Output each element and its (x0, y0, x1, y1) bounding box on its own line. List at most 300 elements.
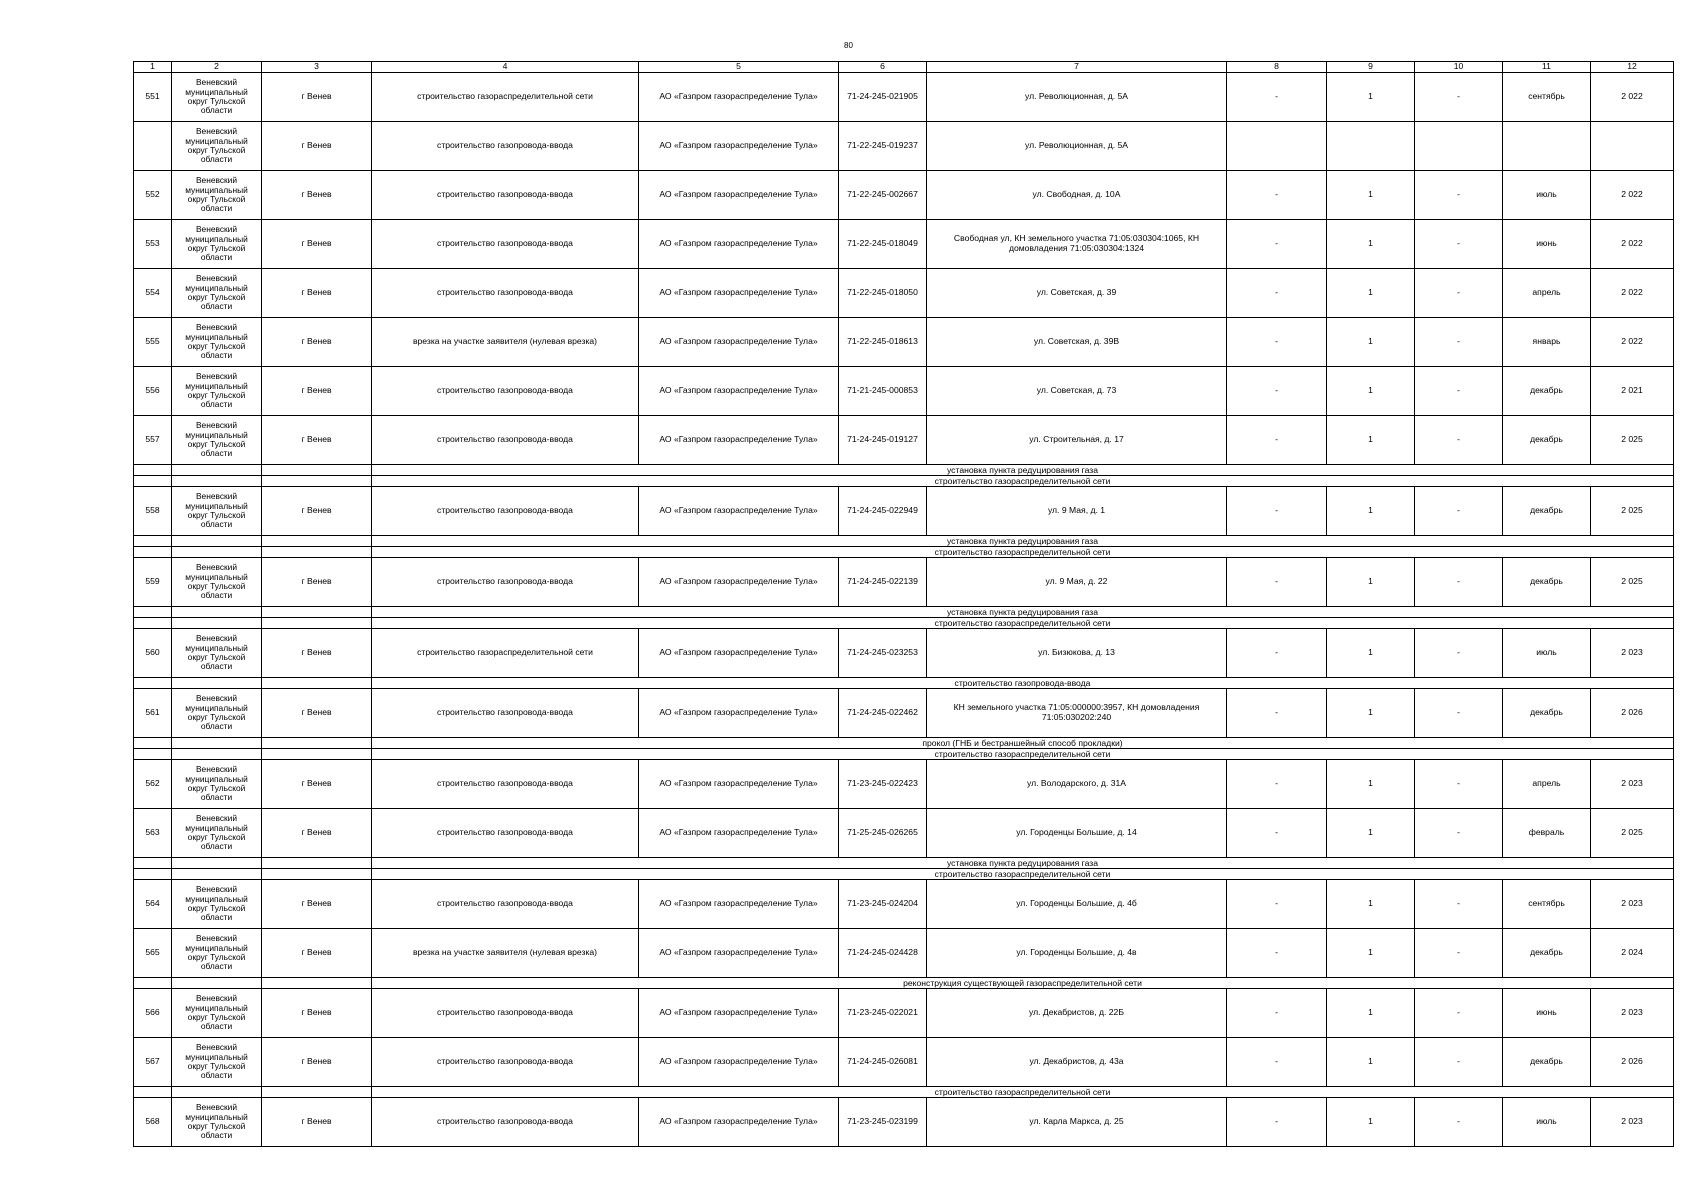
year-cell: 2 022 (1591, 220, 1674, 269)
empty-cell (262, 476, 372, 487)
municipality-cell: Веневский муниципальный округ Тульской области (172, 1098, 262, 1147)
settlement-cell: г Венев (262, 220, 372, 269)
address-cell: ул. Городенцы Большие, д. 4б (927, 880, 1227, 929)
activity-subrow (134, 678, 1674, 689)
settlement-cell: г Венев (262, 171, 372, 220)
page-number: 80 (844, 41, 853, 50)
address-cell: ул. Карла Маркса, д. 25 (927, 1098, 1227, 1147)
column-8-cell: - (1227, 318, 1327, 367)
empty-cell (172, 738, 262, 749)
year-cell: 2 023 (1591, 880, 1674, 929)
municipality-cell: Веневский муниципальный округ Тульской области (172, 629, 262, 678)
settlement-cell: г Венев (262, 73, 372, 122)
organization-cell: АО «Газпром газораспределение Тула» (639, 171, 839, 220)
activity-label: строительство газораспределительной сети (372, 476, 1674, 487)
municipality-cell: Веневский муниципальный округ Тульской области (172, 269, 262, 318)
row-number-cell: 560 (134, 629, 172, 678)
month-cell: декабрь (1503, 367, 1591, 416)
application-code-cell: 71-22-245-018050 (839, 269, 927, 318)
table-row (134, 487, 1674, 536)
organization-cell: АО «Газпром газораспределение Тула» (639, 367, 839, 416)
row-number-cell: 562 (134, 760, 172, 809)
empty-cell (134, 476, 172, 487)
address-cell: ул. Декабристов, д. 43а (927, 1038, 1227, 1087)
activity-label: строительство газопровода-ввода (372, 678, 1674, 689)
settlement-cell: г Венев (262, 880, 372, 929)
column-9-cell: 1 (1327, 629, 1415, 678)
settlement-cell: г Венев (262, 989, 372, 1038)
settlement-cell: г Венев (262, 689, 372, 738)
activity-subrow (134, 1087, 1674, 1098)
empty-cell (172, 1087, 262, 1098)
work-type-cell: строительство газопровода-ввода (372, 760, 639, 809)
empty-cell (172, 869, 262, 880)
application-code-cell: 71-24-245-022949 (839, 487, 927, 536)
work-type-cell: строительство газопровода-ввода (372, 122, 639, 171)
application-code-cell: 71-24-245-021905 (839, 73, 927, 122)
year-cell: 2 025 (1591, 416, 1674, 465)
settlement-cell: г Венев (262, 367, 372, 416)
column-9-cell: 1 (1327, 416, 1415, 465)
month-cell: январь (1503, 318, 1591, 367)
column-header: 2 (172, 62, 262, 73)
activity-label: строительство газораспределительной сети (372, 869, 1674, 880)
application-code-cell: 71-24-245-022462 (839, 689, 927, 738)
column-8-cell: - (1227, 880, 1327, 929)
activity-label: прокол (ГНБ и бестраншейный способ прокладки) (372, 738, 1674, 749)
column-10-cell: - (1415, 629, 1503, 678)
work-type-cell: врезка на участке заявителя (нулевая врезка) (372, 929, 639, 978)
column-10-cell: - (1415, 73, 1503, 122)
organization-cell: АО «Газпром газораспределение Тула» (639, 558, 839, 607)
year-cell: 2 022 (1591, 318, 1674, 367)
month-cell: сентябрь (1503, 73, 1591, 122)
column-header: 8 (1227, 62, 1327, 73)
settlement-cell: г Венев (262, 416, 372, 465)
application-code-cell: 71-24-245-022139 (839, 558, 927, 607)
organization-cell: АО «Газпром газораспределение Тула» (639, 989, 839, 1038)
column-9-cell: 1 (1327, 880, 1415, 929)
column-9-cell: 1 (1327, 318, 1415, 367)
application-code-cell: 71-24-245-019127 (839, 416, 927, 465)
column-10-cell: - (1415, 171, 1503, 220)
column-header: 7 (927, 62, 1227, 73)
row-number-cell: 564 (134, 880, 172, 929)
municipality-cell: Веневский муниципальный округ Тульской области (172, 220, 262, 269)
empty-cell (172, 607, 262, 618)
settlement-cell: г Венев (262, 1098, 372, 1147)
month-cell: апрель (1503, 269, 1591, 318)
month-cell: декабрь (1503, 416, 1591, 465)
month-cell: декабрь (1503, 929, 1591, 978)
empty-cell (134, 465, 172, 476)
work-type-cell: строительство газораспределительной сети (372, 73, 639, 122)
organization-cell: АО «Газпром газораспределение Тула» (639, 760, 839, 809)
activity-subrow (134, 607, 1674, 618)
application-code-cell: 71-23-245-024204 (839, 880, 927, 929)
address-cell: ул. Революционная, д. 5А (927, 73, 1227, 122)
column-10-cell: - (1415, 416, 1503, 465)
column-8-cell: - (1227, 1098, 1327, 1147)
column-8-cell: - (1227, 809, 1327, 858)
settlement-cell: г Венев (262, 487, 372, 536)
work-type-cell: строительство газопровода-ввода (372, 220, 639, 269)
municipality-cell: Веневский муниципальный округ Тульской области (172, 880, 262, 929)
month-cell: июнь (1503, 989, 1591, 1038)
work-type-cell: строительство газопровода-ввода (372, 1038, 639, 1087)
work-type-cell: строительство газопровода-ввода (372, 558, 639, 607)
month-cell: декабрь (1503, 558, 1591, 607)
municipality-cell: Веневский муниципальный округ Тульской области (172, 558, 262, 607)
year-cell: 2 026 (1591, 1038, 1674, 1087)
column-8-cell: - (1227, 989, 1327, 1038)
table-row (134, 171, 1674, 220)
column-number-header (134, 62, 1674, 73)
application-code-cell: 71-24-245-023253 (839, 629, 927, 678)
empty-cell (134, 678, 172, 689)
empty-cell (262, 465, 372, 476)
organization-cell: АО «Газпром газораспределение Тула» (639, 220, 839, 269)
empty-cell (262, 678, 372, 689)
address-cell: ул. 9 Мая, д. 22 (927, 558, 1227, 607)
municipality-cell: Веневский муниципальный округ Тульской области (172, 1038, 262, 1087)
year-cell: 2 022 (1591, 269, 1674, 318)
table-row (134, 318, 1674, 367)
organization-cell: АО «Газпром газораспределение Тула» (639, 809, 839, 858)
application-code-cell: 71-22-245-018613 (839, 318, 927, 367)
municipality-cell: Веневский муниципальный округ Тульской области (172, 487, 262, 536)
activity-label: строительство газораспределительной сети (372, 749, 1674, 760)
activity-subrow (134, 536, 1674, 547)
column-header: 1 (134, 62, 172, 73)
table-row (134, 689, 1674, 738)
application-code-cell: 71-24-245-026081 (839, 1038, 927, 1087)
municipality-cell: Веневский муниципальный округ Тульской области (172, 809, 262, 858)
activity-subrow (134, 869, 1674, 880)
municipality-cell: Веневский муниципальный округ Тульской области (172, 171, 262, 220)
activity-label: установка пункта редуцирования газа (372, 607, 1674, 618)
column-9-cell: 1 (1327, 989, 1415, 1038)
table-row (134, 880, 1674, 929)
table-row (134, 269, 1674, 318)
work-type-cell: строительство газораспределительной сети (372, 629, 639, 678)
address-cell: ул. Революционная, д. 5А (927, 122, 1227, 171)
settlement-cell: г Венев (262, 629, 372, 678)
year-cell: 2 022 (1591, 73, 1674, 122)
row-number-cell: 568 (134, 1098, 172, 1147)
table-row (134, 629, 1674, 678)
empty-cell (262, 978, 372, 989)
empty-cell (134, 607, 172, 618)
column-8-cell: - (1227, 220, 1327, 269)
month-cell: июль (1503, 171, 1591, 220)
row-number-cell: 565 (134, 929, 172, 978)
application-code-cell: 71-22-245-002667 (839, 171, 927, 220)
empty-cell (262, 536, 372, 547)
column-9-cell: 1 (1327, 269, 1415, 318)
row-number-cell: 551 (134, 73, 172, 122)
column-10-cell: - (1415, 318, 1503, 367)
column-10-cell: - (1415, 880, 1503, 929)
activity-subrow (134, 618, 1674, 629)
empty-cell (134, 618, 172, 629)
year-cell: 2 022 (1591, 171, 1674, 220)
month-cell: июль (1503, 629, 1591, 678)
table-row (134, 367, 1674, 416)
organization-cell: АО «Газпром газораспределение Тула» (639, 880, 839, 929)
address-cell: ул. Городенцы Большие, д. 14 (927, 809, 1227, 858)
column-9-cell (1327, 122, 1415, 171)
work-type-cell: строительство газопровода-ввода (372, 880, 639, 929)
work-type-cell: строительство газопровода-ввода (372, 269, 639, 318)
empty-cell (172, 465, 262, 476)
organization-cell: АО «Газпром газораспределение Тула» (639, 73, 839, 122)
municipality-cell: Веневский муниципальный округ Тульской области (172, 760, 262, 809)
empty-cell (262, 1087, 372, 1098)
year-cell: 2 025 (1591, 809, 1674, 858)
empty-cell (134, 536, 172, 547)
activity-label: установка пункта редуцирования газа (372, 536, 1674, 547)
empty-cell (262, 738, 372, 749)
column-8-cell: - (1227, 629, 1327, 678)
row-number-cell: 556 (134, 367, 172, 416)
table-row (134, 1038, 1674, 1087)
application-code-cell: 71-24-245-024428 (839, 929, 927, 978)
column-8-cell: - (1227, 760, 1327, 809)
activity-label: реконструкция существующей газораспределительной сети (372, 978, 1674, 989)
empty-cell (134, 738, 172, 749)
work-type-cell: строительство газопровода-ввода (372, 367, 639, 416)
column-8-cell: - (1227, 269, 1327, 318)
column-10-cell: - (1415, 558, 1503, 607)
table-row (134, 122, 1674, 171)
column-9-cell: 1 (1327, 929, 1415, 978)
column-9-cell: 1 (1327, 760, 1415, 809)
column-10-cell: - (1415, 1038, 1503, 1087)
year-cell: 2 025 (1591, 487, 1674, 536)
organization-cell: АО «Газпром газораспределение Тула» (639, 1038, 839, 1087)
empty-cell (262, 869, 372, 880)
table-row (134, 929, 1674, 978)
address-cell: ул. Строительная, д. 17 (927, 416, 1227, 465)
column-8-cell: - (1227, 689, 1327, 738)
row-number-cell: 553 (134, 220, 172, 269)
application-code-cell: 71-25-245-026265 (839, 809, 927, 858)
work-type-cell: строительство газопровода-ввода (372, 416, 639, 465)
work-type-cell: строительство газопровода-ввода (372, 1098, 639, 1147)
table-body (134, 62, 1674, 1147)
empty-cell (172, 678, 262, 689)
activity-subrow (134, 858, 1674, 869)
municipality-cell: Веневский муниципальный округ Тульской области (172, 367, 262, 416)
column-8-cell (1227, 122, 1327, 171)
table-row (134, 809, 1674, 858)
column-8-cell: - (1227, 1038, 1327, 1087)
work-type-cell: строительство газопровода-ввода (372, 689, 639, 738)
column-10-cell: - (1415, 989, 1503, 1038)
settlement-cell: г Венев (262, 1038, 372, 1087)
column-8-cell: - (1227, 416, 1327, 465)
address-cell: ул. Советская, д. 39 (927, 269, 1227, 318)
organization-cell: АО «Газпром газораспределение Тула» (639, 629, 839, 678)
empty-cell (172, 749, 262, 760)
year-cell: 2 024 (1591, 929, 1674, 978)
row-number-cell: 563 (134, 809, 172, 858)
activity-label: установка пункта редуцирования газа (372, 858, 1674, 869)
row-number-cell: 567 (134, 1038, 172, 1087)
application-code-cell: 71-23-245-022021 (839, 989, 927, 1038)
municipality-cell: Веневский муниципальный округ Тульской области (172, 929, 262, 978)
column-10-cell: - (1415, 760, 1503, 809)
row-number-cell: 566 (134, 989, 172, 1038)
municipality-cell: Веневский муниципальный округ Тульской области (172, 122, 262, 171)
column-8-cell: - (1227, 367, 1327, 416)
row-number-cell: 559 (134, 558, 172, 607)
month-cell: июнь (1503, 220, 1591, 269)
empty-cell (262, 547, 372, 558)
column-9-cell: 1 (1327, 220, 1415, 269)
settlement-cell: г Венев (262, 809, 372, 858)
address-cell: ул. Городенцы Большие, д. 4в (927, 929, 1227, 978)
column-10-cell: - (1415, 367, 1503, 416)
settlement-cell: г Венев (262, 558, 372, 607)
table-row (134, 220, 1674, 269)
month-cell: апрель (1503, 760, 1591, 809)
activity-subrow (134, 978, 1674, 989)
column-10-cell: - (1415, 220, 1503, 269)
activity-subrow (134, 749, 1674, 760)
column-header: 6 (839, 62, 927, 73)
application-code-cell: 71-21-245-000853 (839, 367, 927, 416)
organization-cell: АО «Газпром газораспределение Тула» (639, 318, 839, 367)
activity-label: установка пункта редуцирования газа (372, 465, 1674, 476)
work-type-cell: строительство газопровода-ввода (372, 171, 639, 220)
column-9-cell: 1 (1327, 558, 1415, 607)
empty-cell (262, 618, 372, 629)
address-cell: КН земельного участка 71:05:000000:3957, КН домовладения 71:05:030202:240 (927, 689, 1227, 738)
empty-cell (134, 869, 172, 880)
empty-cell (172, 547, 262, 558)
empty-cell (172, 978, 262, 989)
month-cell (1503, 122, 1591, 171)
empty-cell (134, 858, 172, 869)
column-8-cell: - (1227, 171, 1327, 220)
column-10-cell: - (1415, 809, 1503, 858)
application-code-cell: 71-23-245-023199 (839, 1098, 927, 1147)
column-header: 3 (262, 62, 372, 73)
column-header: 5 (639, 62, 839, 73)
address-cell: ул. Свободная, д. 10А (927, 171, 1227, 220)
table-row (134, 760, 1674, 809)
year-cell: 2 026 (1591, 689, 1674, 738)
row-number-cell (134, 122, 172, 171)
column-10-cell (1415, 122, 1503, 171)
column-9-cell: 1 (1327, 171, 1415, 220)
organization-cell: АО «Газпром газораспределение Тула» (639, 487, 839, 536)
organization-cell: АО «Газпром газораспределение Тула» (639, 416, 839, 465)
column-header: 11 (1503, 62, 1591, 73)
empty-cell (172, 476, 262, 487)
column-8-cell: - (1227, 487, 1327, 536)
empty-cell (134, 1087, 172, 1098)
activity-label: строительство газораспределительной сети (372, 618, 1674, 629)
empty-cell (134, 978, 172, 989)
organization-cell: АО «Газпром газораспределение Тула» (639, 122, 839, 171)
activity-label: строительство газораспределительной сети (372, 547, 1674, 558)
application-code-cell: 71-22-245-018049 (839, 220, 927, 269)
address-cell: ул. Бизюкова, д. 13 (927, 629, 1227, 678)
month-cell: сентябрь (1503, 880, 1591, 929)
table-row (134, 989, 1674, 1038)
settlement-cell: г Венев (262, 122, 372, 171)
gas-connection-registry-table (133, 61, 1674, 1147)
work-type-cell: строительство газопровода-ввода (372, 989, 639, 1038)
address-cell: ул. 9 Мая, д. 1 (927, 487, 1227, 536)
column-9-cell: 1 (1327, 689, 1415, 738)
year-cell: 2 023 (1591, 629, 1674, 678)
column-10-cell: - (1415, 269, 1503, 318)
municipality-cell: Веневский муниципальный округ Тульской области (172, 989, 262, 1038)
month-cell: декабрь (1503, 487, 1591, 536)
table-row (134, 416, 1674, 465)
municipality-cell: Веневский муниципальный округ Тульской области (172, 689, 262, 738)
work-type-cell: строительство газопровода-ввода (372, 487, 639, 536)
settlement-cell: г Венев (262, 760, 372, 809)
column-10-cell: - (1415, 929, 1503, 978)
row-number-cell: 554 (134, 269, 172, 318)
municipality-cell: Веневский муниципальный округ Тульской области (172, 318, 262, 367)
year-cell (1591, 122, 1674, 171)
address-cell: ул. Советская, д. 39В (927, 318, 1227, 367)
address-cell: Свободная ул, КН земельного участка 71:05:030304:1065, КН домовладения 71:05:030304:1324 (927, 220, 1227, 269)
month-cell: июль (1503, 1098, 1591, 1147)
year-cell: 2 023 (1591, 1098, 1674, 1147)
row-number-cell: 552 (134, 171, 172, 220)
column-header: 10 (1415, 62, 1503, 73)
empty-cell (262, 749, 372, 760)
empty-cell (172, 536, 262, 547)
organization-cell: АО «Газпром газораспределение Тула» (639, 929, 839, 978)
year-cell: 2 021 (1591, 367, 1674, 416)
organization-cell: АО «Газпром газораспределение Тула» (639, 689, 839, 738)
empty-cell (134, 547, 172, 558)
municipality-cell: Веневский муниципальный округ Тульской области (172, 73, 262, 122)
address-cell: ул. Декабристов, д. 22Б (927, 989, 1227, 1038)
settlement-cell: г Венев (262, 318, 372, 367)
municipality-cell: Веневский муниципальный округ Тульской области (172, 416, 262, 465)
settlement-cell: г Венев (262, 269, 372, 318)
column-10-cell: - (1415, 487, 1503, 536)
column-9-cell: 1 (1327, 487, 1415, 536)
row-number-cell: 558 (134, 487, 172, 536)
column-header: 12 (1591, 62, 1674, 73)
work-type-cell: врезка на участке заявителя (нулевая врезка) (372, 318, 639, 367)
month-cell: декабрь (1503, 689, 1591, 738)
month-cell: февраль (1503, 809, 1591, 858)
activity-subrow (134, 476, 1674, 487)
column-9-cell: 1 (1327, 367, 1415, 416)
column-10-cell: - (1415, 689, 1503, 738)
empty-cell (262, 607, 372, 618)
column-header: 9 (1327, 62, 1415, 73)
work-type-cell: строительство газопровода-ввода (372, 809, 639, 858)
empty-cell (172, 858, 262, 869)
address-cell: ул. Советская, д. 73 (927, 367, 1227, 416)
row-number-cell: 555 (134, 318, 172, 367)
activity-label: строительство газораспределительной сети (372, 1087, 1674, 1098)
column-8-cell: - (1227, 929, 1327, 978)
table-row (134, 1098, 1674, 1147)
